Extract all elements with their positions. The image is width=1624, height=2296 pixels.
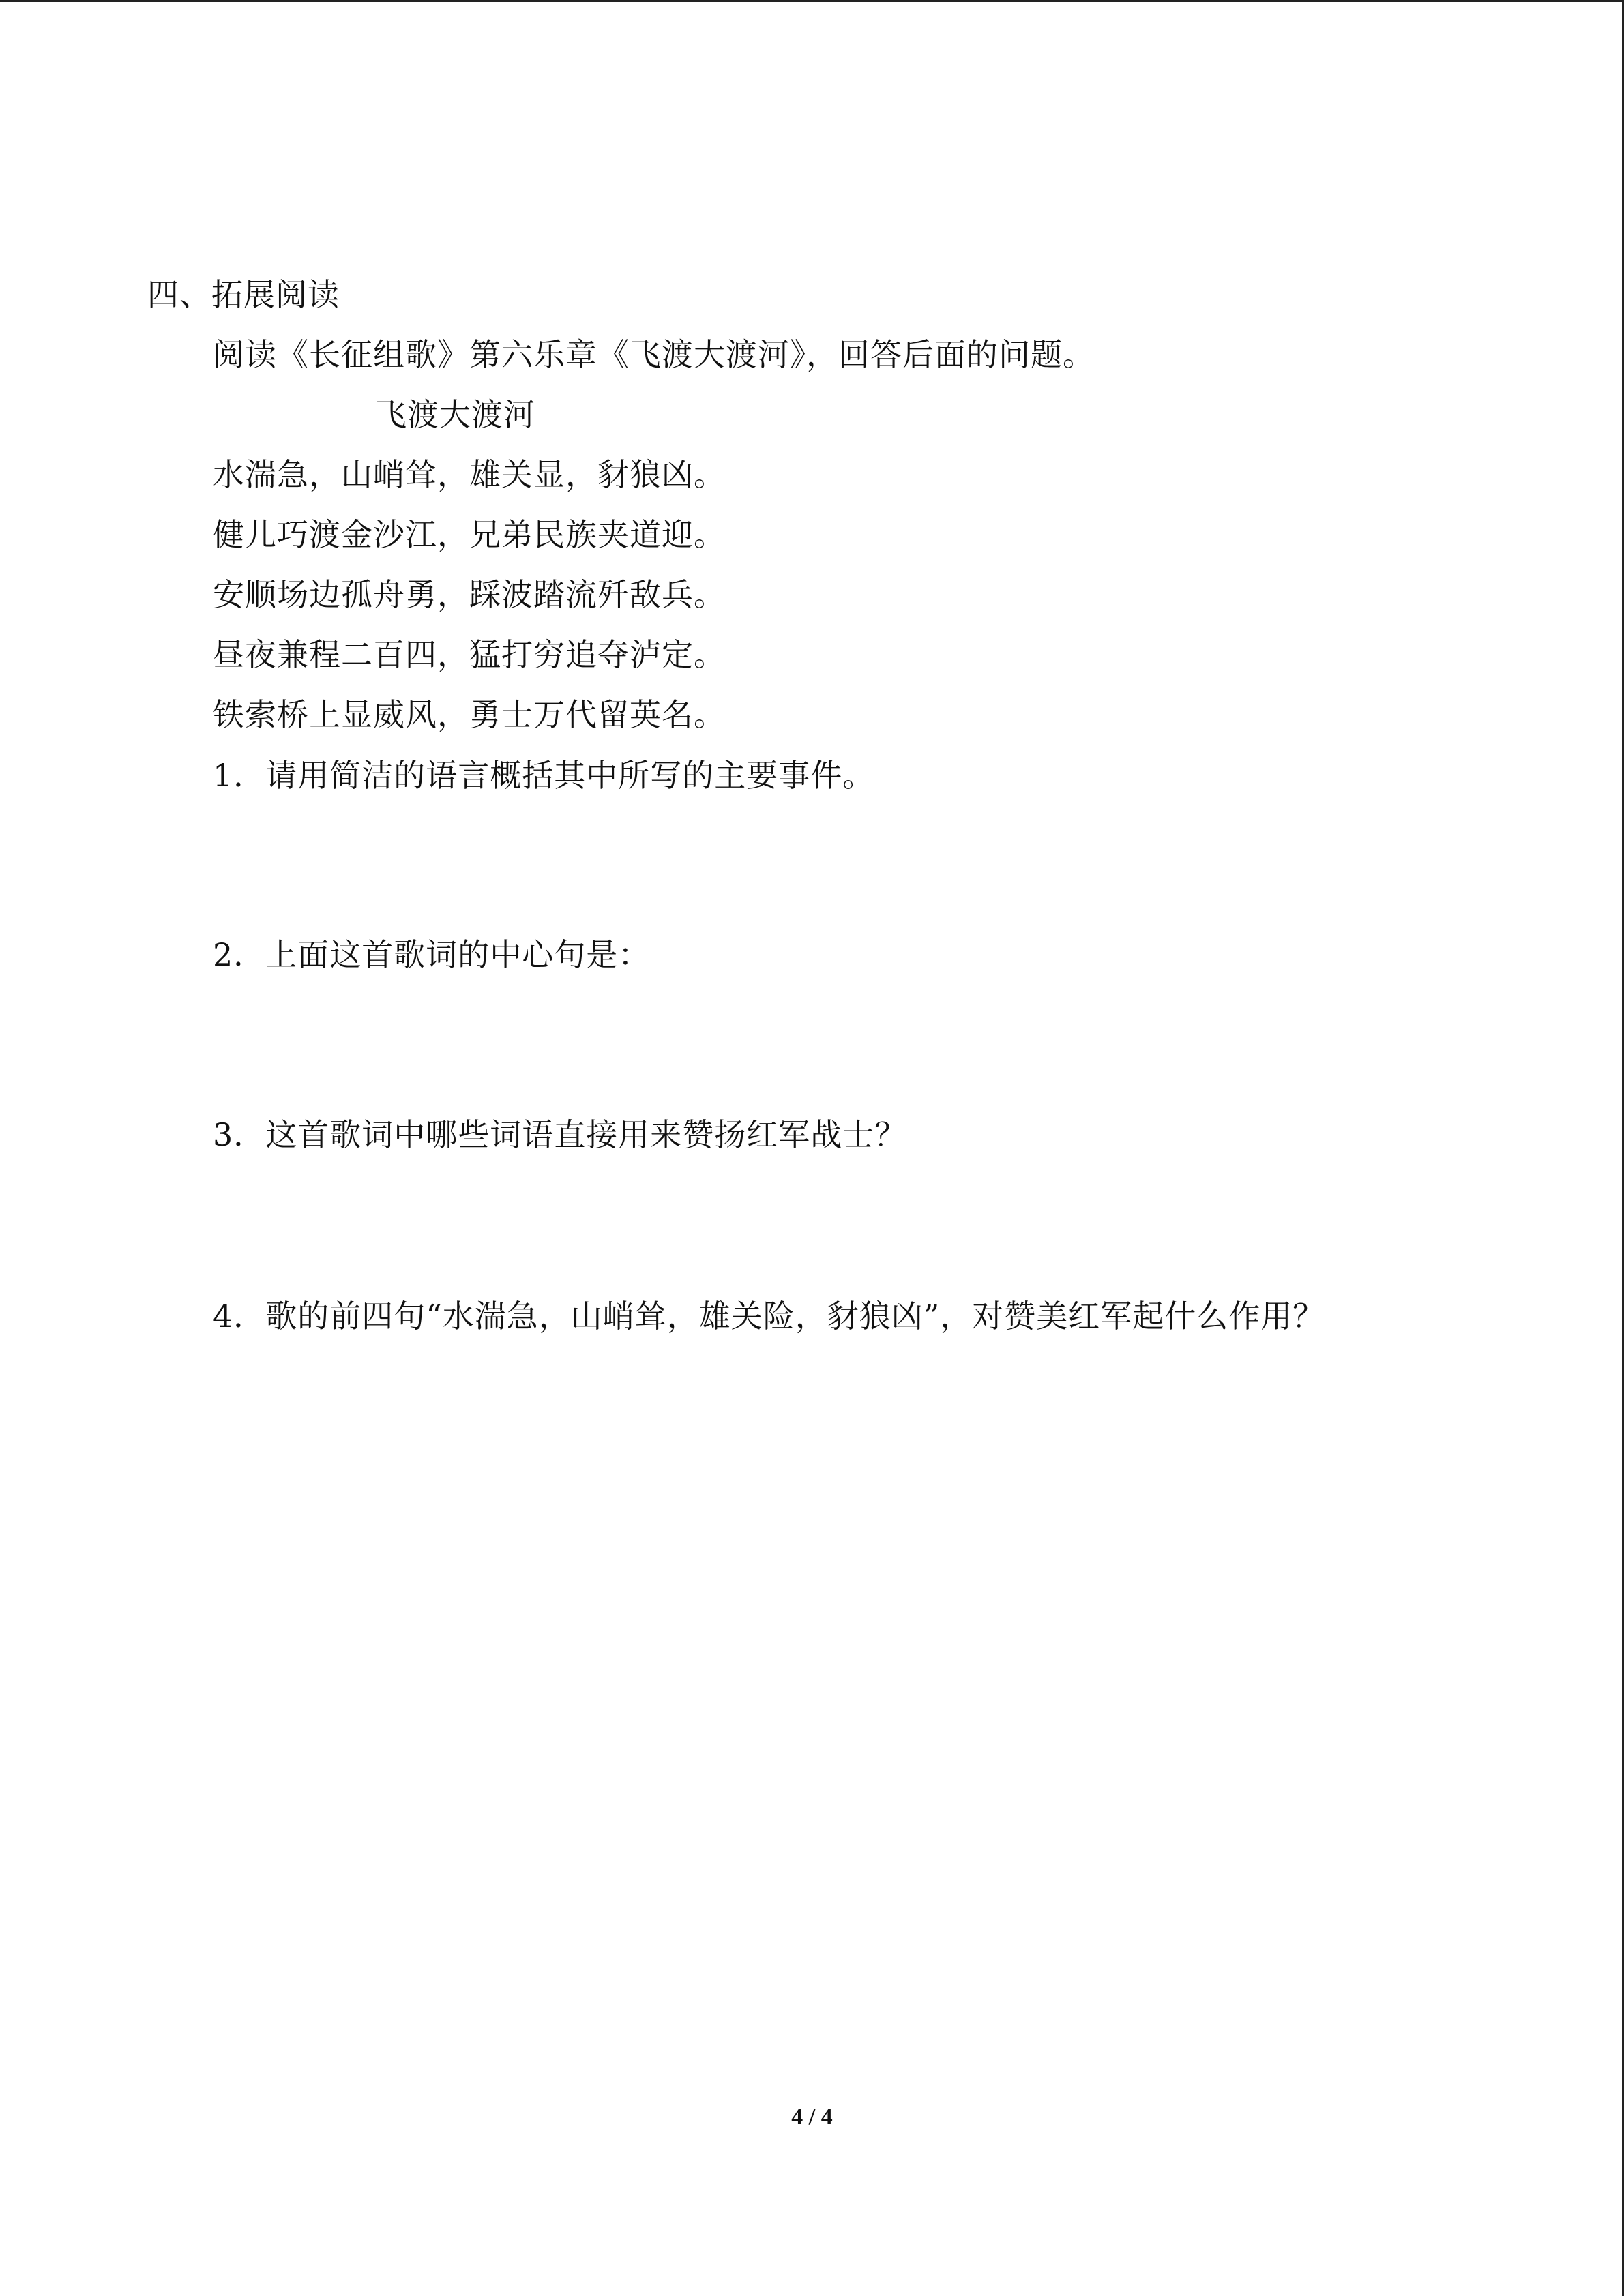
poem-line: 安顺场边孤舟勇，踩波踏流歼敌兵。 <box>213 576 726 613</box>
poem-line: 铁索桥上显威风，勇士万代留英名。 <box>213 696 726 733</box>
section-heading: 四、拓展阅读 <box>147 276 340 313</box>
page-number: 4 / 4 <box>791 2104 833 2130</box>
poem-line: 水湍急，山峭耸，雄关显，豺狼凶。 <box>213 456 726 493</box>
question-3: 3．这首歌词中哪些词语直接用来赞扬红军战士？ <box>213 1116 907 1153</box>
question-4: 4．歌的前四句“水湍急，山峭耸，雄关险，豺狼凶”，对赞美红军起什么作用？ <box>213 1298 1325 1335</box>
question-2: 2．上面这首歌词的中心句是： <box>213 936 651 973</box>
reading-instruction: 阅读《长征组歌》第六乐章《飞渡大渡河》，回答后面的问题。 <box>213 336 1095 373</box>
poem-line: 健儿巧渡金沙江，兄弟民族夹道迎。 <box>213 516 726 553</box>
question-1: 1．请用简洁的语言概括其中所写的主要事件。 <box>213 757 875 794</box>
poem-title: 飞渡大渡河 <box>375 396 535 433</box>
poem-line: 昼夜兼程二百四，猛打穷追夺泸定。 <box>213 636 726 673</box>
